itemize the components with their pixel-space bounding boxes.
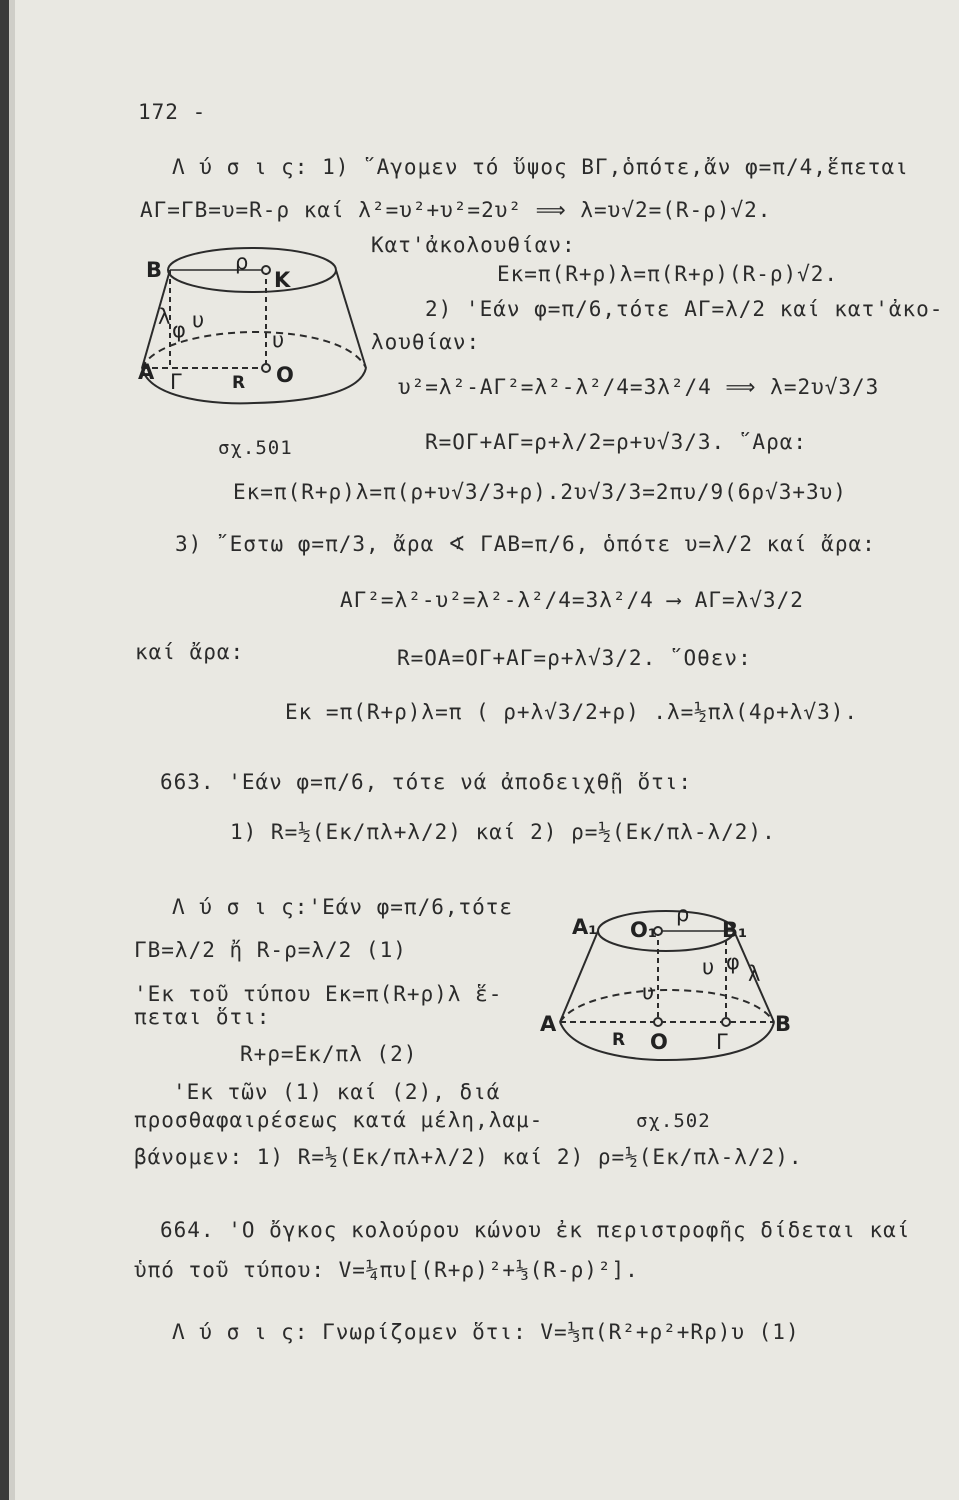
equation-line: 1) R=½(Eκ/πλ+λ/2) καί 2) ρ=½(Eκ/πλ-λ/2). xyxy=(230,820,776,844)
text-line: Κατ'ἀκολουθίαν: xyxy=(371,233,576,257)
label-B: B xyxy=(775,1012,792,1036)
equation-line: ΓΒ=λ/2 ἤ R-ρ=λ/2 (1) xyxy=(134,938,407,962)
equation-line: ΑΓ=ΓΒ=υ=R-ρ καί λ²=υ²+υ²=2υ² ⟹ λ=υ√2=(R-ρ)√2. xyxy=(140,198,772,222)
page-binding-shadow xyxy=(9,0,15,1500)
exercise-heading: 664. 'Ο ὄγκος κολούρου κώνου ἐκ περιστροφῆς δίδεται καί xyxy=(160,1218,911,1242)
equation-line: R=ΟΓ+ΑΓ=ρ+λ/2=ρ+υ√3/3. ῞Αρα: xyxy=(425,430,808,454)
label-A: A xyxy=(138,360,155,384)
label-upsilon-right: υ xyxy=(272,328,285,352)
label-A1: A₁ xyxy=(572,915,598,939)
equation-line: R+ρ=Eκ/πλ (2) xyxy=(240,1042,418,1066)
label-K: K xyxy=(274,268,291,292)
equation-line: υ²=λ²-ΑΓ²=λ²-λ²/4=3λ²/4 ⟹ λ=2υ√3/3 xyxy=(398,375,880,399)
solution-line: Λ ύ σ ι ς:'Εάν φ=π/6,τότε xyxy=(172,895,514,919)
label-rho: ρ xyxy=(676,902,690,926)
equation-line: R=ΟΑ=ΟΓ+ΑΓ=ρ+λ√3/2. ῞Οθεν: xyxy=(397,646,752,670)
label-upsilon-center: υ xyxy=(642,980,655,1004)
equation-line: ΑΓ²=λ²-υ²=λ²-λ²/4=3λ²/4 ⟶ ΑΓ=λ√3/2 xyxy=(340,588,804,612)
label-B1: B₁ xyxy=(722,918,748,942)
text-line: λουθίαν: xyxy=(371,330,481,354)
text-line: 'Εκ τῶν (1) καί (2), διά xyxy=(173,1080,501,1104)
left-slant-edge xyxy=(560,931,598,1022)
label-phi: φ xyxy=(726,950,740,974)
exercise-heading: 663. 'Εάν φ=π/6, τότε νά ἀποδειχθῇ ὅτι: xyxy=(160,770,693,794)
text-line: 'Εκ τοῦ τύπου Eκ=π(R+ρ)λ ἕ- xyxy=(134,982,503,1006)
text-line: 3) ῎Εστω φ=π/3, ἄρα ∢ ΓΑΒ=π/6, ὁπότε υ=λ/2 καί ἄρα: xyxy=(175,532,876,556)
solution-line: Λ ύ σ ι ς: 1) ῞Αγομεν τό ὕψος ΒΓ,ὁπότε,ἄν φ=π/4,ἕπεται xyxy=(172,155,909,179)
page-number: 172 - xyxy=(138,100,207,124)
label-O: O xyxy=(650,1030,668,1054)
label-phi: φ xyxy=(172,318,186,342)
equation-line: Eκ =π(R+ρ)λ=π ( ρ+λ√3/2+ρ) .λ=½πλ(4ρ+λ√3). xyxy=(285,700,859,724)
label-B: B xyxy=(146,258,163,282)
equation-line: Eκ=π(R+ρ)λ=π(R+ρ)(R-ρ)√2. xyxy=(497,262,839,286)
label-rho: ρ xyxy=(235,250,249,274)
center-k-dot xyxy=(262,266,270,274)
text-line: πεται ὅτι: xyxy=(134,1005,271,1029)
page-binding-edge xyxy=(0,0,9,1500)
figure-caption-501: σχ.501 xyxy=(218,437,293,459)
figure-caption-502: σχ.502 xyxy=(636,1110,711,1132)
center-o-dot xyxy=(262,364,270,372)
equation-line: ὑπό τοῦ τύπου: V=¼πυ[(R+ρ)²+⅓(R-ρ)²]. xyxy=(134,1258,639,1282)
equation-line: Eκ=π(R+ρ)λ=π(ρ+υ√3/3+ρ).2υ√3/3=2πυ/9(6ρ√3+3υ) xyxy=(233,480,847,504)
label-R: R xyxy=(232,373,246,393)
label-upsilon-left: υ xyxy=(192,308,205,332)
label-upsilon-right: υ xyxy=(702,955,715,979)
label-Gamma: Γ xyxy=(716,1030,728,1054)
label-R: R xyxy=(612,1030,626,1050)
equation-line: βάνομεν: 1) R=½(Eκ/πλ+λ/2) καί 2) ρ=½(Eκ/πλ-λ/2). xyxy=(134,1145,803,1169)
label-O: O xyxy=(276,363,294,387)
label-lambda: λ xyxy=(158,305,171,329)
frustum-figure-501 xyxy=(130,240,375,440)
label-Gamma: Γ xyxy=(170,370,182,394)
text-line: προσθαφαιρέσεως κατά μέλη,λαμ- xyxy=(134,1108,544,1132)
center-o-dot xyxy=(654,1018,662,1026)
foot-gamma-dot xyxy=(722,1018,730,1026)
label-O1: O₁ xyxy=(630,918,658,942)
label-lambda: λ xyxy=(748,962,761,986)
label-A: A xyxy=(540,1012,557,1036)
text-line: καί ἄρα: xyxy=(135,640,245,664)
bottom-back-arc xyxy=(560,990,774,1022)
solution-line: Λ ύ σ ι ς: Γνωρίζομεν ὅτι: V=⅓π(R²+ρ²+Rρ)υ (1) xyxy=(172,1320,800,1344)
text-line: 2) 'Εάν φ=π/6,τότε ΑΓ=λ/2 καί κατ'ἀκο- xyxy=(425,297,944,321)
